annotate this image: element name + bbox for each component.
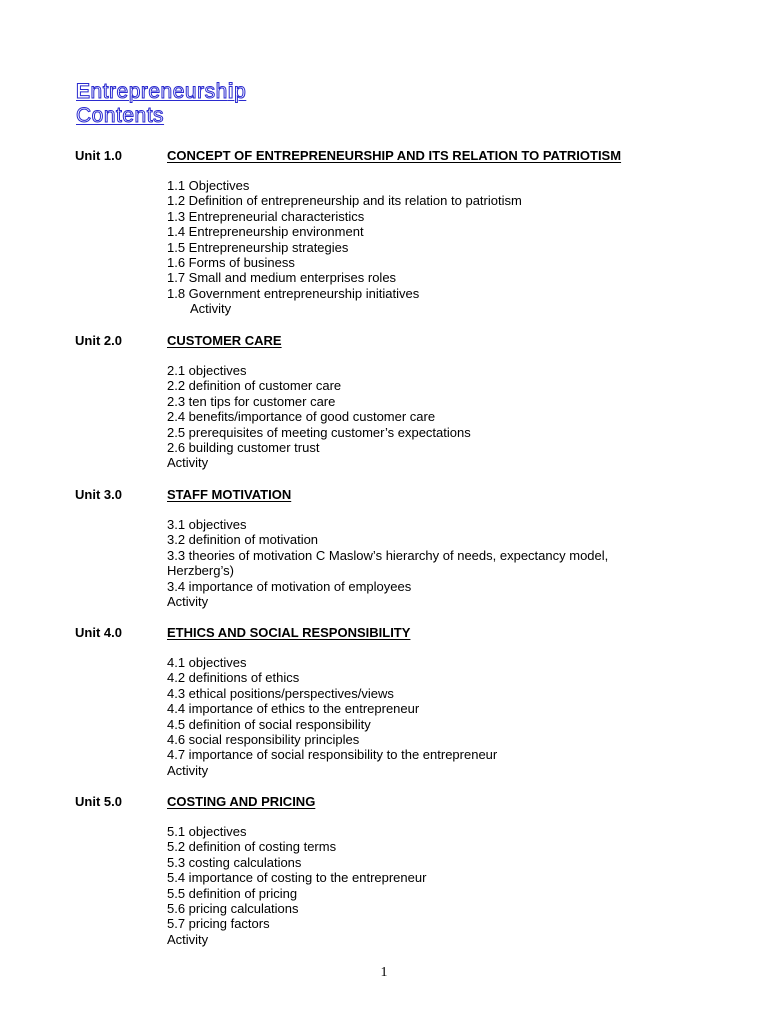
list-item: 1.4 Entrepreneurship environment xyxy=(167,224,364,240)
unit-title: CONCEPT OF ENTREPRENEURSHIP AND ITS RELATION TO PATRIOTISM xyxy=(167,148,622,163)
list-item: 5.2 definition of costing terms xyxy=(167,839,337,855)
list-item: 4.5 definition of social responsibility xyxy=(167,716,371,732)
unit-item-list xyxy=(167,824,687,947)
title-text-segment: p xyxy=(234,80,247,103)
unit-label: Unit 4.0 xyxy=(75,625,122,640)
unit-title: ETHICS AND SOCIAL RESPONSIBILITY xyxy=(167,625,411,640)
list-item: 4.4 importance of ethics to the entrepreneur xyxy=(167,701,420,717)
list-item: 1.6 Forms of business xyxy=(167,255,295,271)
list-item: 3.3 theories of motivation C Maslow’s hierarchy of needs, expectancy model, Herzberg’s) xyxy=(167,547,609,579)
activity-item: Activity xyxy=(167,931,209,947)
list-item: 1.1 Objectives xyxy=(167,178,250,193)
list-item: 1.2 Definition of entrepreneurship and its relation to patriotism xyxy=(167,193,522,209)
unit-label: Unit 5.0 xyxy=(75,794,122,809)
list-item: 1.8 Government entrepreneurship initiatives xyxy=(167,285,420,301)
unit-item-list xyxy=(167,655,687,778)
list-item: 5.4 importance of costing to the entrepreneur xyxy=(167,870,427,886)
unit-label: Unit 1.0 xyxy=(75,148,122,163)
list-item: 2.3 ten tips for customer care xyxy=(167,393,336,409)
list-item: 5.1 objectives xyxy=(167,824,247,839)
list-item: 3.2 definition of motivation xyxy=(167,532,319,548)
document-title xyxy=(76,80,246,128)
list-item: 2.5 prerequisites of meeting customer’s expectations xyxy=(167,424,471,440)
list-item: 4.3 ethical positions/perspectives/views xyxy=(167,685,394,701)
unit-label: Unit 3.0 xyxy=(75,487,122,502)
list-item: 3.1 objectives xyxy=(167,517,247,532)
unit-title: STAFF MOTIVATION xyxy=(167,487,292,502)
activity-item: Activity xyxy=(167,594,209,610)
title-highlight-letter: i xyxy=(227,80,235,103)
title-highlight-letter: E xyxy=(76,80,91,103)
title-text-segment: ntrepreneursh xyxy=(90,80,228,103)
unit-title: CUSTOMER CARE xyxy=(167,333,282,348)
list-item: 2.6 building customer trust xyxy=(167,440,320,456)
unit-item-list xyxy=(167,178,687,317)
title-line-entrepreneurship xyxy=(76,80,246,104)
unit-label: Unit 2.0 xyxy=(75,333,122,348)
page-number: 1 xyxy=(380,965,388,980)
list-item: 2.2 definition of customer care xyxy=(167,378,342,394)
list-item: 4.6 social responsibility principles xyxy=(167,732,360,748)
list-item: 2.4 benefits/importance of good customer care xyxy=(167,409,436,425)
list-item: 4.1 objectives xyxy=(167,655,247,670)
list-item: 5.5 definition of pricing xyxy=(167,885,298,901)
list-item: 5.3 costing calculations xyxy=(167,854,302,870)
list-item: 1.5 Entrepreneurship strategies xyxy=(167,239,349,255)
list-item: 3.4 importance of motivation of employees xyxy=(167,578,412,594)
activity-item: Activity xyxy=(167,762,209,778)
unit-item-list xyxy=(167,363,687,471)
list-item: 5.7 pricing factors xyxy=(167,916,270,932)
list-item: 5.6 pricing calculations xyxy=(167,901,299,917)
activity-item: Activity xyxy=(190,301,232,317)
list-item: 1.7 Small and medium enterprises roles xyxy=(167,270,397,286)
list-item: 4.7 importance of social responsibility to the entrepreneur xyxy=(167,747,498,763)
title-line-contents: Contents xyxy=(76,104,165,127)
unit-title: COSTING AND PRICING xyxy=(167,794,316,809)
unit-item-list xyxy=(167,517,687,609)
list-item: 2.1 objectives xyxy=(167,363,247,378)
list-item: 4.2 definitions of ethics xyxy=(167,670,300,686)
activity-item: Activity xyxy=(167,455,209,471)
list-item: 1.3 Entrepreneurial characteristics xyxy=(167,208,365,224)
